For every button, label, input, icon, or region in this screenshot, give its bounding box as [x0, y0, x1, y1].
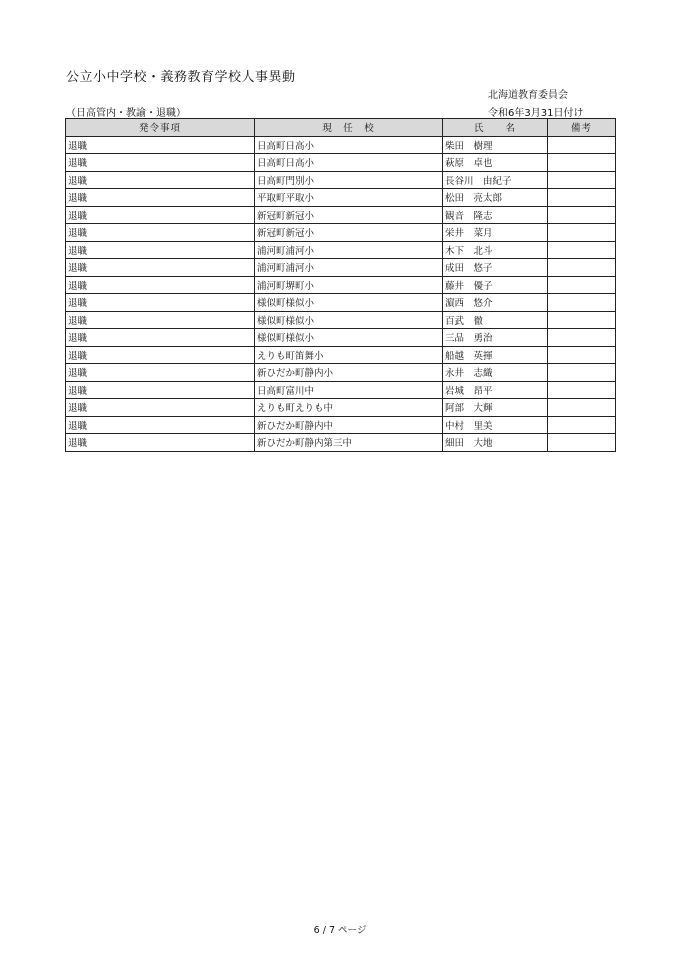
- school-cell: 新ひだか町静内第三中: [255, 434, 443, 452]
- column-header-name: 氏 名: [443, 119, 548, 137]
- table-row: [66, 346, 616, 364]
- personnel-table: [65, 118, 616, 452]
- order-cell: 退職: [66, 206, 255, 224]
- effective-date: 令和6年3月31日付け: [488, 108, 584, 119]
- remarks-cell: [548, 381, 616, 399]
- remarks-cell: [548, 259, 616, 277]
- page-number: 6 / 7 ページ: [313, 925, 367, 936]
- order-cell: 退職: [66, 259, 255, 277]
- school-cell: 様似町様似小: [255, 329, 443, 347]
- remarks-cell: [548, 399, 616, 417]
- name-cell: 長谷川 由紀子: [443, 171, 548, 189]
- school-cell: 様似町様似小: [255, 311, 443, 329]
- order-cell: 退職: [66, 434, 255, 452]
- table-row: [66, 381, 616, 399]
- order-cell: 退職: [66, 241, 255, 259]
- remarks-cell: [548, 136, 616, 154]
- school-cell: 浦河町浦河小: [255, 241, 443, 259]
- order-cell: 退職: [66, 329, 255, 347]
- remarks-cell: [548, 434, 616, 452]
- remarks-cell: [548, 171, 616, 189]
- order-cell: 退職: [66, 364, 255, 382]
- school-cell: 新ひだか町静内小: [255, 364, 443, 382]
- name-cell: 百武 徹: [443, 311, 548, 329]
- order-cell: 退職: [66, 416, 255, 434]
- table-row: [66, 224, 616, 242]
- name-cell: 細田 大地: [443, 434, 548, 452]
- school-cell: 日高町日高小: [255, 136, 443, 154]
- remarks-cell: [548, 206, 616, 224]
- table-body: [66, 136, 616, 451]
- name-cell: 観音 隆志: [443, 206, 548, 224]
- issuer: 北海道教育委員会: [488, 90, 568, 101]
- school-cell: 浦河町浦河小: [255, 259, 443, 277]
- order-cell: 退職: [66, 224, 255, 242]
- name-cell: 木下 北斗: [443, 241, 548, 259]
- table-row: [66, 416, 616, 434]
- table-row: [66, 294, 616, 312]
- school-cell: 新冠町新冠小: [255, 206, 443, 224]
- remarks-cell: [548, 416, 616, 434]
- school-cell: 新冠町新冠小: [255, 224, 443, 242]
- table-row: [66, 259, 616, 277]
- school-cell: 日高町門別小: [255, 171, 443, 189]
- table-header-row: [66, 119, 616, 137]
- table-row: [66, 364, 616, 382]
- column-header-order: 発令事項: [66, 119, 255, 137]
- order-cell: 退職: [66, 399, 255, 417]
- order-cell: 退職: [66, 276, 255, 294]
- name-cell: 中村 里美: [443, 416, 548, 434]
- order-cell: 退職: [66, 311, 255, 329]
- name-cell: 永井 志織: [443, 364, 548, 382]
- table-row: [66, 329, 616, 347]
- school-cell: 新ひだか町静内中: [255, 416, 443, 434]
- school-cell: えりも町笛舞小: [255, 346, 443, 364]
- school-cell: 日高町富川中: [255, 381, 443, 399]
- remarks-cell: [548, 189, 616, 207]
- remarks-cell: [548, 311, 616, 329]
- table-row: [66, 434, 616, 452]
- order-cell: 退職: [66, 136, 255, 154]
- remarks-cell: [548, 241, 616, 259]
- table-row: [66, 136, 616, 154]
- school-cell: 平取町平取小: [255, 189, 443, 207]
- remarks-cell: [548, 276, 616, 294]
- column-header-remarks: 備考: [548, 119, 616, 137]
- name-cell: 成田 悠子: [443, 259, 548, 277]
- order-cell: 退職: [66, 346, 255, 364]
- remarks-cell: [548, 154, 616, 172]
- remarks-cell: [548, 224, 616, 242]
- order-cell: 退職: [66, 171, 255, 189]
- table-row: [66, 154, 616, 172]
- remarks-cell: [548, 364, 616, 382]
- name-cell: 岩城 昂平: [443, 381, 548, 399]
- name-cell: 阿部 大輝: [443, 399, 548, 417]
- order-cell: 退職: [66, 381, 255, 399]
- name-cell: 船越 英揮: [443, 346, 548, 364]
- table-row: [66, 206, 616, 224]
- order-cell: 退職: [66, 189, 255, 207]
- school-cell: 浦河町堺町小: [255, 276, 443, 294]
- name-cell: 濵西 悠介: [443, 294, 548, 312]
- name-cell: 松田 亮太郎: [443, 189, 548, 207]
- table-row: [66, 399, 616, 417]
- table-row: [66, 171, 616, 189]
- name-cell: 藤井 優子: [443, 276, 548, 294]
- document-title: 公立小中学校・義務教育学校人事異動: [66, 70, 296, 85]
- name-cell: 萩原 卓也: [443, 154, 548, 172]
- order-cell: 退職: [66, 294, 255, 312]
- school-cell: 日高町日高小: [255, 154, 443, 172]
- table-row: [66, 276, 616, 294]
- school-cell: えりも町えりも中: [255, 399, 443, 417]
- remarks-cell: [548, 346, 616, 364]
- name-cell: 栄井 菜月: [443, 224, 548, 242]
- school-cell: 様似町様似小: [255, 294, 443, 312]
- name-cell: 三品 勇治: [443, 329, 548, 347]
- remarks-cell: [548, 329, 616, 347]
- document-subtitle: （日高管内・教諭・退職）: [66, 108, 186, 119]
- column-header-school: 現 任 校: [255, 119, 443, 137]
- table-row: [66, 189, 616, 207]
- name-cell: 柴田 樹理: [443, 136, 548, 154]
- remarks-cell: [548, 294, 616, 312]
- order-cell: 退職: [66, 154, 255, 172]
- table-row: [66, 241, 616, 259]
- table-row: [66, 311, 616, 329]
